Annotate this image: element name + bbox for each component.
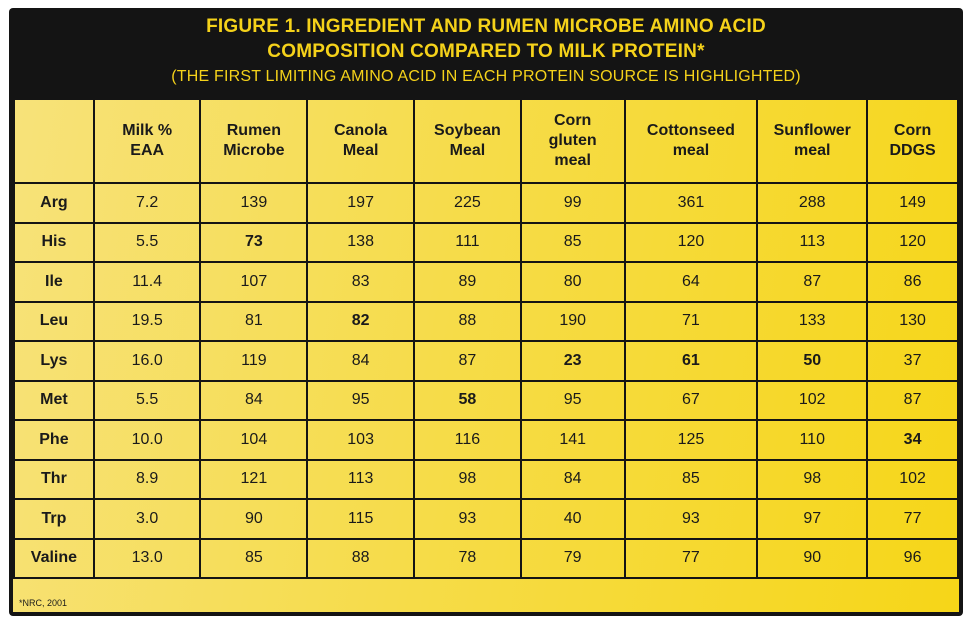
column-header	[625, 99, 758, 183]
value-cell: 13.0	[94, 539, 201, 579]
value-cell: 115	[307, 499, 414, 539]
value-cell: 141	[521, 420, 625, 460]
value-cell: 96	[867, 539, 958, 579]
table-row	[14, 460, 958, 500]
value-cell: 11.4	[94, 262, 201, 302]
value-cell: 77	[867, 499, 958, 539]
limiting-value-cell: 73	[200, 223, 307, 263]
value-cell: 16.0	[94, 341, 201, 381]
limiting-value-cell: 50	[757, 341, 867, 381]
row-label: Leu	[14, 302, 94, 342]
value-cell: 5.5	[94, 223, 201, 263]
value-cell: 197	[307, 183, 414, 223]
value-cell: 19.5	[94, 302, 201, 342]
limiting-value-cell: 58	[414, 381, 521, 421]
value-cell: 95	[307, 381, 414, 421]
corner-cell	[14, 99, 94, 183]
value-cell: 87	[867, 381, 958, 421]
column-header-line: EAA	[130, 142, 165, 159]
amino-acid-table	[13, 98, 959, 579]
value-cell: 3.0	[94, 499, 201, 539]
value-cell: 80	[521, 262, 625, 302]
column-header-line: meal	[794, 142, 831, 159]
value-cell: 113	[757, 223, 867, 263]
value-cell: 125	[625, 420, 758, 460]
value-cell: 93	[414, 499, 521, 539]
table-row	[14, 302, 958, 342]
table-row	[14, 420, 958, 460]
value-cell: 84	[307, 341, 414, 381]
value-cell: 10.0	[94, 420, 201, 460]
value-cell: 87	[757, 262, 867, 302]
value-cell: 89	[414, 262, 521, 302]
value-cell: 120	[625, 223, 758, 263]
value-cell: 79	[521, 539, 625, 579]
column-header	[307, 99, 414, 183]
row-label: Thr	[14, 460, 94, 500]
row-label: His	[14, 223, 94, 263]
value-cell: 190	[521, 302, 625, 342]
value-cell: 77	[625, 539, 758, 579]
value-cell: 107	[200, 262, 307, 302]
value-cell: 111	[414, 223, 521, 263]
value-cell: 139	[200, 183, 307, 223]
value-cell: 88	[307, 539, 414, 579]
value-cell: 5.5	[94, 381, 201, 421]
value-cell: 85	[521, 223, 625, 263]
column-header	[200, 99, 307, 183]
row-label: Met	[14, 381, 94, 421]
figure-frame	[9, 8, 963, 616]
value-cell: 67	[625, 381, 758, 421]
value-cell: 64	[625, 262, 758, 302]
table-area	[13, 98, 959, 612]
column-header-line: Canola	[333, 122, 388, 139]
column-header-line: Meal	[342, 142, 379, 159]
column-header	[521, 99, 625, 183]
value-cell: 130	[867, 302, 958, 342]
limiting-value-cell: 23	[521, 341, 625, 381]
title-line-1: FIGURE 1. INGREDIENT AND RUMEN MICROBE AMINO ACID	[206, 16, 766, 37]
table-row	[14, 223, 958, 263]
value-cell: 87	[414, 341, 521, 381]
column-header	[414, 99, 521, 183]
value-cell: 225	[414, 183, 521, 223]
row-label: Trp	[14, 499, 94, 539]
value-cell: 113	[307, 460, 414, 500]
column-header-line: meal	[672, 142, 710, 159]
value-cell: 85	[200, 539, 307, 579]
table-row	[14, 499, 958, 539]
value-cell: 119	[200, 341, 307, 381]
column-header-line: Sunflower	[773, 122, 851, 139]
value-cell: 71	[625, 302, 758, 342]
value-cell: 90	[757, 539, 867, 579]
footnote	[13, 594, 959, 612]
value-cell: 98	[414, 460, 521, 500]
value-cell: 116	[414, 420, 521, 460]
column-header-line: Rumen	[226, 122, 281, 139]
value-cell: 37	[867, 341, 958, 381]
limiting-value-cell: 61	[625, 341, 758, 381]
row-label: Ile	[14, 262, 94, 302]
value-cell: 85	[625, 460, 758, 500]
value-cell: 84	[521, 460, 625, 500]
value-cell: 120	[867, 223, 958, 263]
value-cell: 95	[521, 381, 625, 421]
value-cell: 40	[521, 499, 625, 539]
value-cell: 83	[307, 262, 414, 302]
value-cell: 149	[867, 183, 958, 223]
value-cell: 288	[757, 183, 867, 223]
table-row	[14, 262, 958, 302]
column-header-line: Microbe	[223, 142, 285, 159]
column-header	[867, 99, 958, 183]
footnote-text: *NRC, 2001	[19, 598, 68, 608]
row-label: Lys	[14, 341, 94, 381]
column-header-line: meal	[554, 152, 591, 169]
value-cell: 78	[414, 539, 521, 579]
title-line-2: COMPOSITION COMPARED TO MILK PROTEIN*	[267, 41, 705, 62]
value-cell: 110	[757, 420, 867, 460]
value-cell: 86	[867, 262, 958, 302]
value-cell: 133	[757, 302, 867, 342]
row-label: Phe	[14, 420, 94, 460]
value-cell: 138	[307, 223, 414, 263]
limiting-value-cell: 34	[867, 420, 958, 460]
column-header-line: Milk %	[122, 122, 173, 139]
value-cell: 361	[625, 183, 758, 223]
column-header-line: Corn	[554, 112, 592, 129]
figure-title	[9, 8, 963, 94]
column-header-line: gluten	[548, 132, 597, 149]
title-subtitle: (THE FIRST LIMITING AMINO ACID IN EACH PROTEIN SOURCE IS HIGHLIGHTED)	[171, 68, 801, 85]
column-header	[757, 99, 867, 183]
column-header-line: Corn	[893, 122, 932, 139]
value-cell: 102	[867, 460, 958, 500]
row-label: Valine	[14, 539, 94, 579]
value-cell: 84	[200, 381, 307, 421]
value-cell: 103	[307, 420, 414, 460]
table-row	[14, 539, 958, 579]
value-cell: 97	[757, 499, 867, 539]
value-cell: 104	[200, 420, 307, 460]
column-header-line: DDGS	[889, 142, 936, 159]
value-cell: 7.2	[94, 183, 201, 223]
column-header	[94, 99, 201, 183]
value-cell: 121	[200, 460, 307, 500]
column-header-line: Soybean	[434, 122, 501, 139]
column-header-line: Meal	[449, 142, 486, 159]
value-cell: 90	[200, 499, 307, 539]
value-cell: 8.9	[94, 460, 201, 500]
value-cell: 93	[625, 499, 758, 539]
value-cell: 81	[200, 302, 307, 342]
table-row	[14, 341, 958, 381]
table-row	[14, 381, 958, 421]
value-cell: 99	[521, 183, 625, 223]
table-row	[14, 183, 958, 223]
column-header-line: Cottonseed	[646, 122, 735, 139]
value-cell: 102	[757, 381, 867, 421]
row-label: Arg	[14, 183, 94, 223]
header-row	[14, 99, 958, 183]
table-body	[14, 183, 958, 578]
value-cell: 88	[414, 302, 521, 342]
value-cell: 98	[757, 460, 867, 500]
limiting-value-cell: 82	[307, 302, 414, 342]
